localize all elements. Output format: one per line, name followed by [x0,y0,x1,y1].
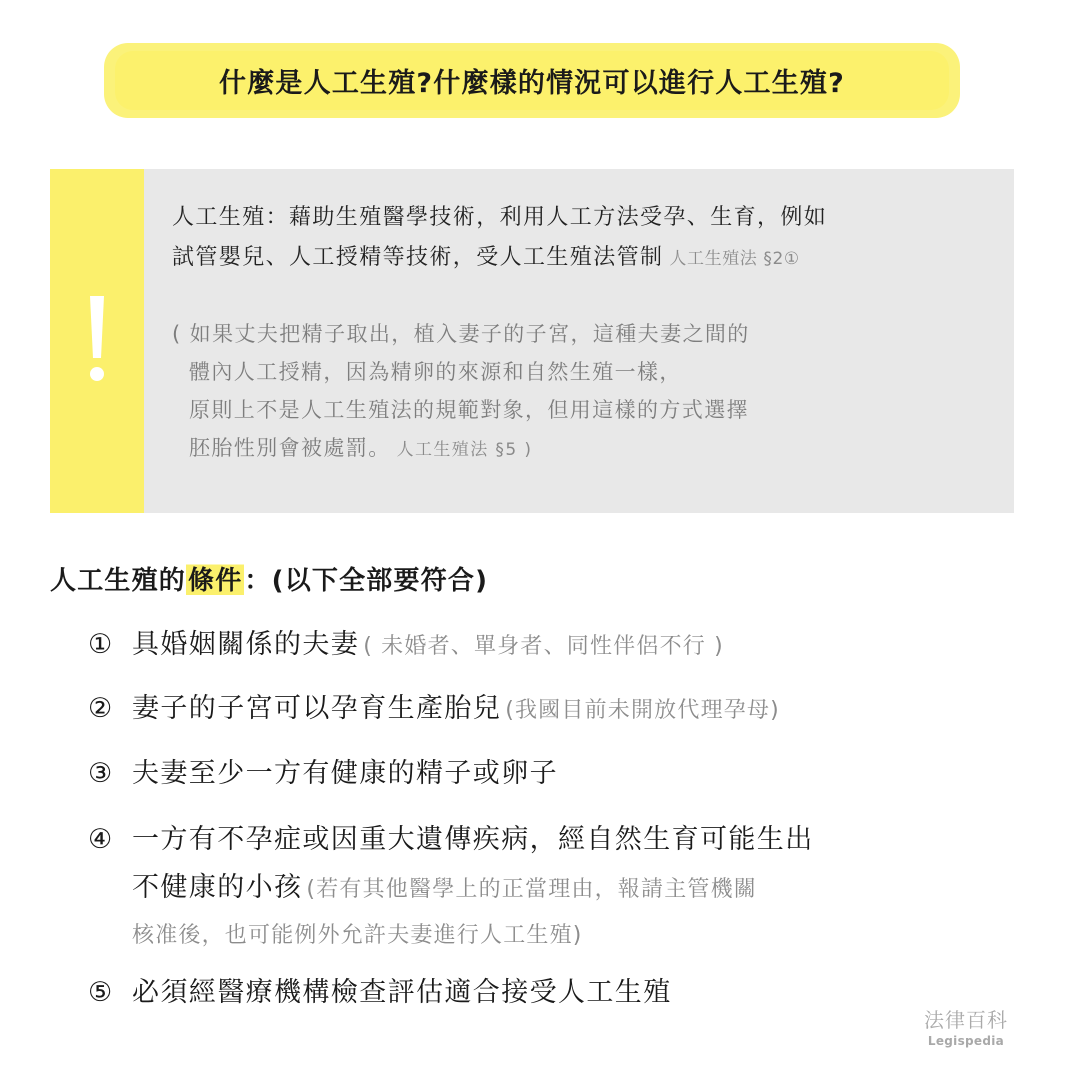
condition-number: ⑤ [88,977,114,1008]
condition-item-2 [88,686,780,725]
condition-note: (我國目前未開放代理孕母) [505,698,780,723]
note-line-4: 胚胎性別會被處罰。 [189,436,391,460]
condition-number: ① [88,629,114,660]
condition-note: (若有其他醫學上的正當理由，報請主管機關 [306,877,757,902]
condition-note-cont: 核准後，也可能例外允許夫妻進行人工生殖) [132,923,583,948]
conditions-heading-highlight: 條件 [186,560,244,597]
condition-text: 妻子的子宮可以孕育生產胎兒 [132,693,502,724]
definition-line-1: 人工生殖：藉助生殖醫學技術，利用人工方法受孕、生育，例如 [172,205,828,230]
condition-number: ④ [88,824,114,855]
definition-text [172,198,992,279]
page-title: 什麼是人工生殖?什麼樣的情況可以進行人工生殖? [115,51,949,110]
note-line-1: ( 如果丈夫把精子取出，植入妻子的子宮，這種夫妻之間的 [172,322,750,346]
brand-logo-text: 法律百科 [924,1008,1008,1032]
definition-law-ref: 人工生殖法 §2① [669,249,800,269]
note-law-ref: 人工生殖法 §5 ) [396,440,533,460]
condition-text: 夫妻至少一方有健康的精子或卵子 [132,758,558,789]
condition-item-1 [88,622,724,661]
note-line-2: 體內人工授精，因為精卵的來源和自然生殖一樣， [189,360,682,384]
definition-line-2: 試管嬰兒、人工授精等技術，受人工生殖法管制 [172,245,664,270]
condition-item-5 [88,970,672,1009]
conditions-heading-suffix: ：(以下全部要符合) [244,565,489,596]
condition-text-cont: 不健康的小孩 [132,872,303,903]
condition-item-4 [88,816,814,958]
conditions-heading [50,558,488,598]
condition-number: ③ [88,758,114,789]
condition-text: 必須經醫療機構檢查評估適合接受人工生殖 [132,977,672,1008]
condition-item-3 [88,751,558,790]
condition-number: ② [88,693,114,724]
conditions-heading-prefix: 人工生殖的 [50,565,187,596]
note-line-3: 原則上不是人工生殖法的規範對象，但用這樣的方式選擇 [189,398,749,422]
condition-text: 一方有不孕症或因重大遺傳疾病，經自然生育可能生出 [132,824,814,855]
condition-text: 具婚姻關係的夫妻 [132,629,360,660]
brand-logo-subtext: Legispedia [927,1034,1005,1048]
definition-note [172,315,952,469]
condition-note: ( 未婚者、單身者、同性伴侶不行 ) [363,634,724,659]
exclamation-icon [80,292,114,388]
